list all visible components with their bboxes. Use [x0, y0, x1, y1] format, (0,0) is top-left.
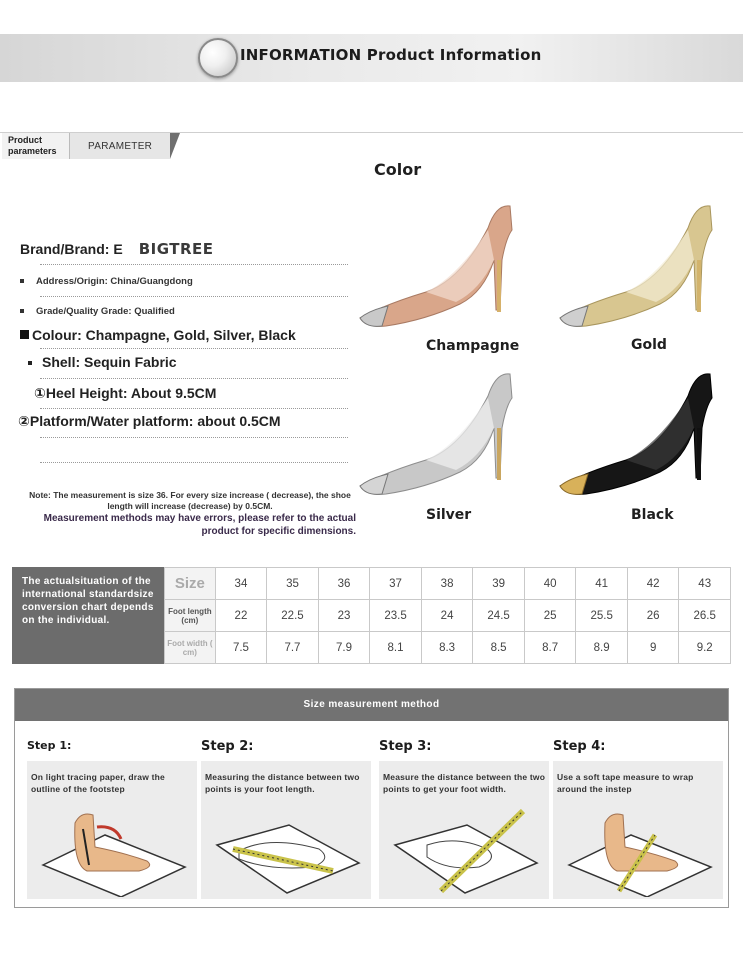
- spec-address-text: Address/Origin: China/Guangdong: [36, 276, 193, 287]
- foot-length-row-header: Foot length (cm): [165, 600, 216, 632]
- spec-grade: [20, 306, 350, 317]
- step-title: Step 2:: [201, 739, 254, 754]
- table-cell: 9.2: [679, 632, 731, 664]
- step-title: Step 1:: [27, 739, 72, 752]
- step-title: Step 3:: [379, 739, 432, 754]
- step-1: [21, 729, 191, 899]
- measurement-method-title: Size measurement method: [15, 689, 728, 721]
- size-chart: [12, 567, 731, 664]
- table-cell: 24: [421, 600, 472, 632]
- page-title: INFORMATION Product Information: [240, 46, 542, 64]
- table-cell: 40: [524, 568, 575, 600]
- measurement-method-panel: [14, 688, 729, 908]
- spec-colour: [20, 327, 350, 343]
- table-cell: 7.5: [215, 632, 266, 664]
- shoe-image-gold: [556, 200, 716, 330]
- foot-width-illustration: [387, 805, 541, 897]
- table-cell: 24.5: [473, 600, 525, 632]
- color-section-title: Color: [374, 160, 422, 179]
- spec-shell-text: Shell: Sequin Fabric: [42, 354, 177, 370]
- parameter-tab-label: Product parameters: [8, 135, 57, 156]
- spec-divider: [40, 462, 348, 463]
- brand-label: Brand/Brand: E: [20, 241, 123, 257]
- table-cell: 37: [370, 568, 422, 600]
- spec-address: [20, 276, 350, 287]
- spec-platform: [18, 413, 358, 430]
- table-cell: 42: [627, 568, 678, 600]
- step-text: Measuring the distance between two points is your foot length.: [205, 772, 360, 794]
- bullet-icon: [20, 279, 24, 283]
- spec-divider: [40, 437, 348, 438]
- table-cell: 43: [679, 568, 731, 600]
- color-label-silver: Silver: [426, 507, 472, 523]
- spec-shell: [20, 354, 350, 370]
- shoe-image-champagne: [356, 200, 516, 330]
- step-text: Use a soft tape measure to wrap around the instep: [557, 772, 694, 794]
- foot-width-row-header: Foot width ( cm): [165, 632, 216, 664]
- table-cell: 38: [421, 568, 472, 600]
- tab-arrow-icon: [170, 133, 180, 159]
- foot-outline-illustration: [35, 805, 189, 897]
- spec-grade-text: Grade/Quality Grade: Qualified: [36, 306, 175, 317]
- table-row: [165, 600, 731, 632]
- step-panel: [27, 761, 197, 899]
- table-cell: 23.5: [370, 600, 422, 632]
- table-cell: 8.7: [524, 632, 575, 664]
- table-cell: 26.5: [679, 600, 731, 632]
- table-cell: 8.9: [576, 632, 628, 664]
- spec-divider: [40, 348, 348, 349]
- bullet-icon: [28, 361, 32, 365]
- step-panel: [379, 761, 549, 899]
- table-cell: 25: [524, 600, 575, 632]
- spec-heel-text: ①Heel Height: About 9.5CM: [34, 385, 217, 401]
- color-label-black: Black: [631, 507, 674, 523]
- size-table: [164, 567, 731, 664]
- spec-divider: [40, 296, 348, 297]
- size-chart-side-note: The actualsituation of the international standardsize conversion chart depends on the individual.: [12, 567, 164, 664]
- step-2: [195, 729, 365, 899]
- step-4: [547, 729, 717, 899]
- size-row-header: Size: [165, 568, 216, 600]
- table-cell: 22.5: [267, 600, 319, 632]
- spec-divider: [40, 264, 348, 265]
- table-cell: 8.3: [421, 632, 472, 664]
- table-cell: 8.1: [370, 632, 422, 664]
- step-title: Step 4:: [553, 739, 606, 754]
- info-circle-icon: [198, 38, 238, 78]
- step-text: On light tracing paper, draw the outline of the footstep: [31, 772, 165, 794]
- foot-length-illustration: [209, 805, 363, 897]
- table-cell: 22: [215, 600, 266, 632]
- parameter-tab: [2, 133, 178, 159]
- table-cell: 23: [318, 600, 369, 632]
- table-cell: 7.7: [267, 632, 319, 664]
- spec-brand: [20, 240, 350, 258]
- color-label-gold: Gold: [631, 337, 667, 353]
- table-cell: 34: [215, 568, 266, 600]
- spec-divider: [40, 408, 348, 409]
- table-row: [165, 568, 731, 600]
- shoe-image-black: [556, 368, 716, 498]
- brand-value: BIGTREE: [138, 240, 214, 258]
- table-cell: 26: [627, 600, 678, 632]
- shoe-image-silver: [356, 368, 516, 498]
- table-cell: 7.9: [318, 632, 369, 664]
- table-cell: 9: [627, 632, 678, 664]
- square-bullet-icon: [20, 330, 29, 339]
- spec-platform-text: ②Platform/Water platform: about 0.5CM: [18, 413, 281, 429]
- step-panel: [201, 761, 371, 899]
- spec-divider: [40, 378, 348, 379]
- measurement-note: Measurement methods may have errors, please refer to the actual product for specific dimensions.: [43, 513, 356, 537]
- bullet-icon: [20, 309, 24, 313]
- parameter-tab-sublabel: PARAMETER: [88, 141, 153, 152]
- color-label-champagne: Champagne: [426, 338, 520, 354]
- table-cell: 39: [473, 568, 525, 600]
- spec-heel: [34, 385, 364, 402]
- table-row: [165, 632, 731, 664]
- table-cell: 35: [267, 568, 319, 600]
- step-3: [373, 729, 546, 899]
- size-note: Note: The measurement is size 36. For every size increase ( decrease), the shoe length will increase (decrease) by 0.5CM.: [29, 490, 351, 511]
- table-cell: 8.5: [473, 632, 525, 664]
- spec-colour-text: Colour: Champagne, Gold, Silver, Black: [32, 327, 296, 343]
- step-text: Measure the distance between the two points to get your foot width.: [383, 772, 546, 794]
- table-cell: 25.5: [576, 600, 628, 632]
- instep-tape-illustration: [561, 805, 715, 897]
- step-panel: [553, 761, 723, 899]
- table-cell: 41: [576, 568, 628, 600]
- table-cell: 36: [318, 568, 369, 600]
